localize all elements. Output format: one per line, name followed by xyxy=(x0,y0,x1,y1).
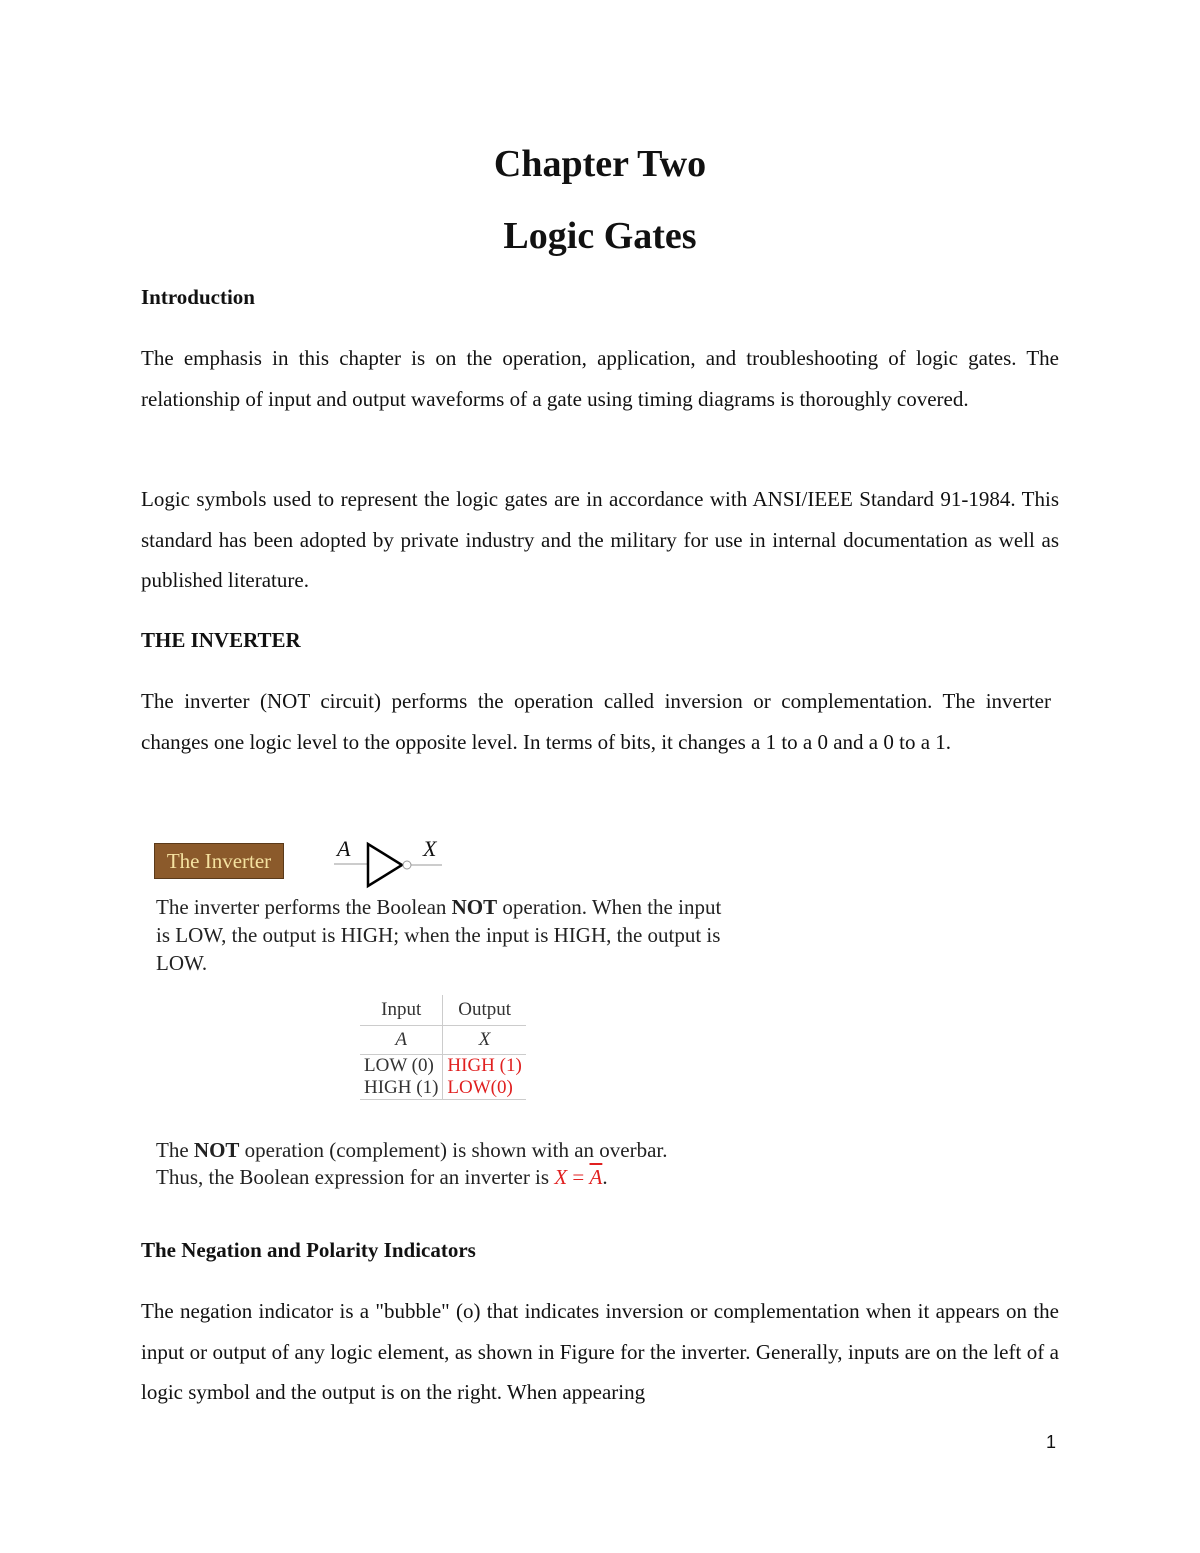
header-output: Output xyxy=(443,995,526,1026)
overbar-note: The NOT operation (complement) is shown with an overbar. xyxy=(156,1138,668,1162)
negation-heading: The Negation and Polarity Indicators xyxy=(141,1238,476,1262)
row-2-input: HIGH (1) xyxy=(360,1077,443,1100)
negation-paragraph: The negation indicator is a "bubble" (o) that indicates inversion or complementation when it appears on the input or output of any logic element, as shown in Figure for the inverter. Generally, inputs are on the left of a logic symbol and the output is on the right. When appearing xyxy=(141,1299,1059,1404)
inverter-paragraph: The inverter (NOT circuit) performs the operation called inversion or complementation. The inverter changes one logic level to the opposite level. In terms of bits, it changes a 1 to a 0 and a 0 to a 1. xyxy=(141,689,1051,754)
intro-paragraph-1: The emphasis in this chapter is on the operation, application, and troubleshooting of logic gates. The relationship of input and output waveforms of a gate using timing diagrams is thoroughly covered. xyxy=(141,346,1059,411)
symbol-input: A xyxy=(360,1026,443,1055)
row-1-input: LOW (0) xyxy=(364,1055,434,1076)
chapter-title: Chapter Two xyxy=(493,143,707,185)
output-label: X xyxy=(423,836,437,861)
header-input: Input xyxy=(381,999,422,1020)
row-2-output: LOW(0) xyxy=(443,1077,526,1100)
expression-output: X xyxy=(554,1165,568,1189)
boolean-expression-note: Thus, the Boolean expression for an inverter is $X = \overline{A}$. xyxy=(156,1165,608,1189)
truth-table xyxy=(360,995,526,1100)
inverter-badge: The Inverter xyxy=(154,843,284,879)
intro-paragraph-2: Logic symbols used to represent the logic gates are in accordance with ANSI/IEEE Standard 91-1984. This standard has been adopted by private industry and the military for use in internal documentation as well as published literature. xyxy=(141,487,1059,592)
row-1-output: HIGH (1) xyxy=(443,1055,526,1078)
inverter-heading: THE INVERTER xyxy=(141,628,301,652)
inverter-description: The inverter performs the Boolean NOT operation. When the input is LOW, the output is HIGH; when the input is HIGH, the output is LOW. xyxy=(156,895,722,975)
symbol-output: X xyxy=(443,1026,526,1055)
input-label: A xyxy=(337,836,351,861)
intro-heading: Introduction xyxy=(141,285,255,309)
page-number: 1 xyxy=(1046,1432,1057,1452)
expression-input-complement: $\overline{A}$ xyxy=(589,1165,603,1189)
chapter-subtitle: Logic Gates xyxy=(503,215,697,257)
